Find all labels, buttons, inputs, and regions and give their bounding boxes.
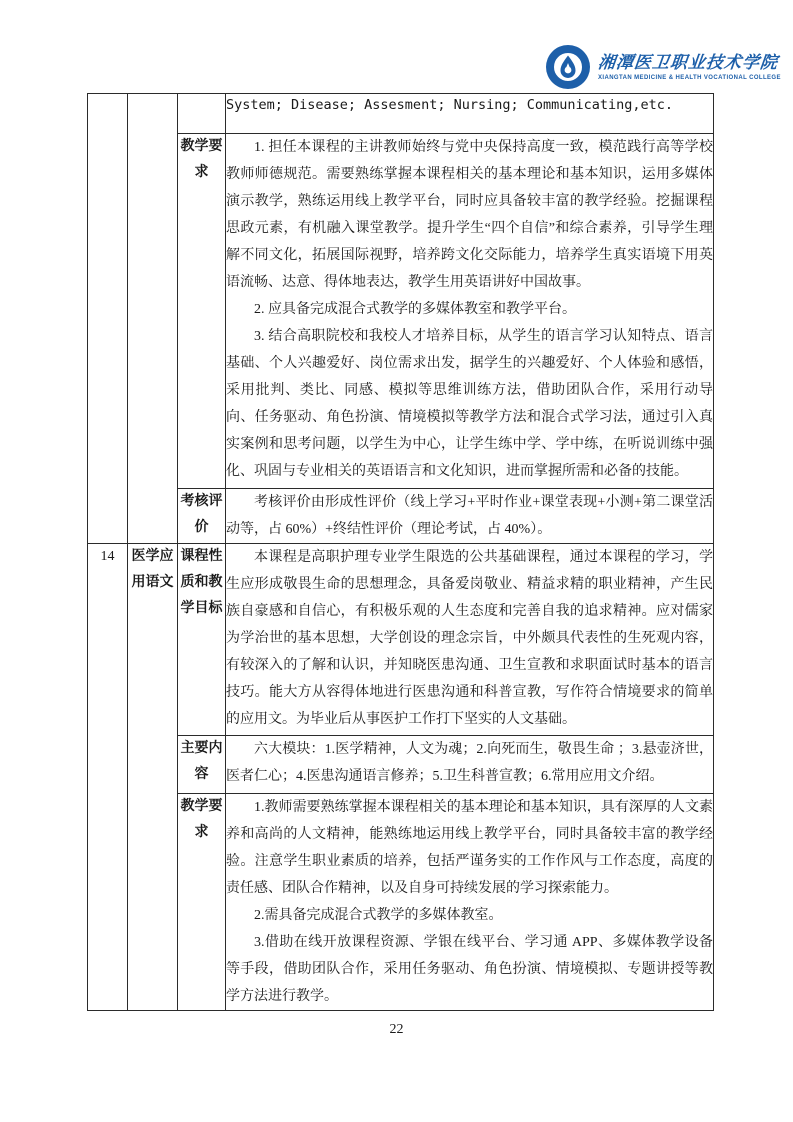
label-main-content-14: 主要内容 bbox=[178, 736, 226, 794]
table-row bbox=[88, 736, 714, 794]
label-teaching-requirements-14: 教学要求 bbox=[178, 794, 226, 1011]
page-number: 22 bbox=[389, 1022, 404, 1037]
college-emblem-icon bbox=[545, 44, 591, 90]
paragraph: 3.借助在线开放课程资源、学银在线平台、学习通 APP、多媒体教学设备等手段，借助团队合作，采用任务驱动、角色扮演、情境模拟、专题讲授等教学方法进行教学。 bbox=[226, 935, 713, 1004]
paragraph: 本课程是高职护理专业学生限选的公共基础课程，通过本课程的学习，学生应形成敬畏生命的思想理念，具备爱岗敬业、精益求精的职业精神，产生民族自豪感和自信心，有积极乐观的人生态度和完善自我的追求精神。应对儒家为学治世的基本思想，大学创设的理念宗旨，中外颇具代表性的生死观内容，有较深入的了解和认识，并知晓医患沟通、卫生宣教和求职面试时基本的语言技巧。能大方从容得体地进行医患沟通和科普宣教，写作符合情境要求的简单的应用文。为毕业后从事医护工作打下坚实的人文基础。 bbox=[226, 550, 713, 727]
paragraph: 2. 应具备完成混合式教学的多媒体教室和教学平台。 bbox=[254, 302, 576, 317]
row14-number-cell: 14 bbox=[88, 544, 128, 1011]
label-nature-and-goal-14: 课程性质和教学目标 bbox=[178, 544, 226, 736]
college-logo-text bbox=[598, 53, 781, 81]
college-logo bbox=[545, 44, 781, 90]
row14-course-name: 医学应用语文 bbox=[128, 544, 178, 1011]
label-teaching-requirements-13: 教学要求 bbox=[178, 134, 226, 489]
table-row bbox=[88, 94, 714, 134]
row13-number-cell bbox=[88, 94, 128, 544]
row13-course-cell bbox=[128, 94, 178, 544]
college-name-en: XIANGTAN MEDICINE & HEALTH VOCATIONAL COLLEGE bbox=[598, 75, 781, 81]
teaching-requirements-13-content bbox=[226, 134, 714, 489]
table-row bbox=[88, 544, 714, 736]
assessment-13-content bbox=[226, 489, 714, 544]
row13-overflow-content-cell bbox=[226, 94, 714, 134]
nature-and-goal-14-content bbox=[226, 544, 714, 736]
table-row bbox=[88, 134, 714, 489]
paragraph: 考核评价由形成性评价（线上学习+平时作业+课堂表现+小测+第二课堂活动等，占 60%）+终结性评价（理论考试，占 40%）。 bbox=[226, 495, 713, 537]
paragraph: 六大模块：1.医学精神，人文为魂；2.向死而生，敬畏生命 ；3.悬壶济世，医者仁心；4.医患沟通语言修养；5.卫生科普宣教；6.常用应用文介绍。 bbox=[226, 742, 713, 784]
college-name-zh: 湘潭医卫职业技术学院 bbox=[596, 53, 780, 73]
course-table bbox=[87, 93, 714, 1011]
overflow-text: System; Disease; Assesment; Nursing; Communicating,etc. bbox=[226, 97, 674, 113]
paragraph: 1.教师需要熟练掌握本课程相关的基本理论和基本知识，具有深厚的人文素养和高尚的人文精神，能熟练地运用线上教学平台，同时具备较丰富的教学经验。注意学生职业素质的培养，包括严谨务实的工作作风与工作态度，高度的责任感、团队合作精神，以及自身可持续发展的学习探索能力。 bbox=[226, 800, 713, 896]
main-content-14-content bbox=[226, 736, 714, 794]
paragraph: 1. 担任本课程的主讲教师始终与党中央保持高度一致，模范践行高等学校教师师德规范。需要熟练掌握本课程相关的基本理论和基本知识，运用多媒体演示教学，熟练运用线上教学平台，同时应具备较丰富的教学经验。挖掘课程思政元素，有机融入课堂教学。提升学生“四个自信”和综合素养，引导学生理解不同文化，拓展国际视野，培养跨文化交际能力，培养学生真实语境下用英语流畅、达意、得体地表达，教学生用英语讲好中国故事。 bbox=[226, 140, 713, 290]
label-assessment-13: 考核评价 bbox=[178, 489, 226, 544]
table-row bbox=[88, 489, 714, 544]
row13-overflow-label-cell bbox=[178, 94, 226, 134]
table-row bbox=[88, 794, 714, 1011]
paragraph: 2.需具备完成混合式教学的多媒体教室。 bbox=[254, 908, 503, 923]
paragraph: 3. 结合高职院校和我校人才培养目标，从学生的语言学习认知特点、语言基础、个人兴趣爱好、岗位需求出发，据学生的兴趣爱好、个人体验和感悟，采用批判、类比、同感、模拟等思维训练方法，借助团队合作，采用行动导向、任务驱动、角色扮演、情境模拟等教学方法和混合式学习法，通过引入真实案例和思考问题，以学生为中心，让学生练中学、学中练，在听说训练中强化、巩固与专业相关的英语语言和文化知识，进而掌握所需和必备的技能。 bbox=[226, 329, 713, 479]
teaching-requirements-14-content bbox=[226, 794, 714, 1011]
